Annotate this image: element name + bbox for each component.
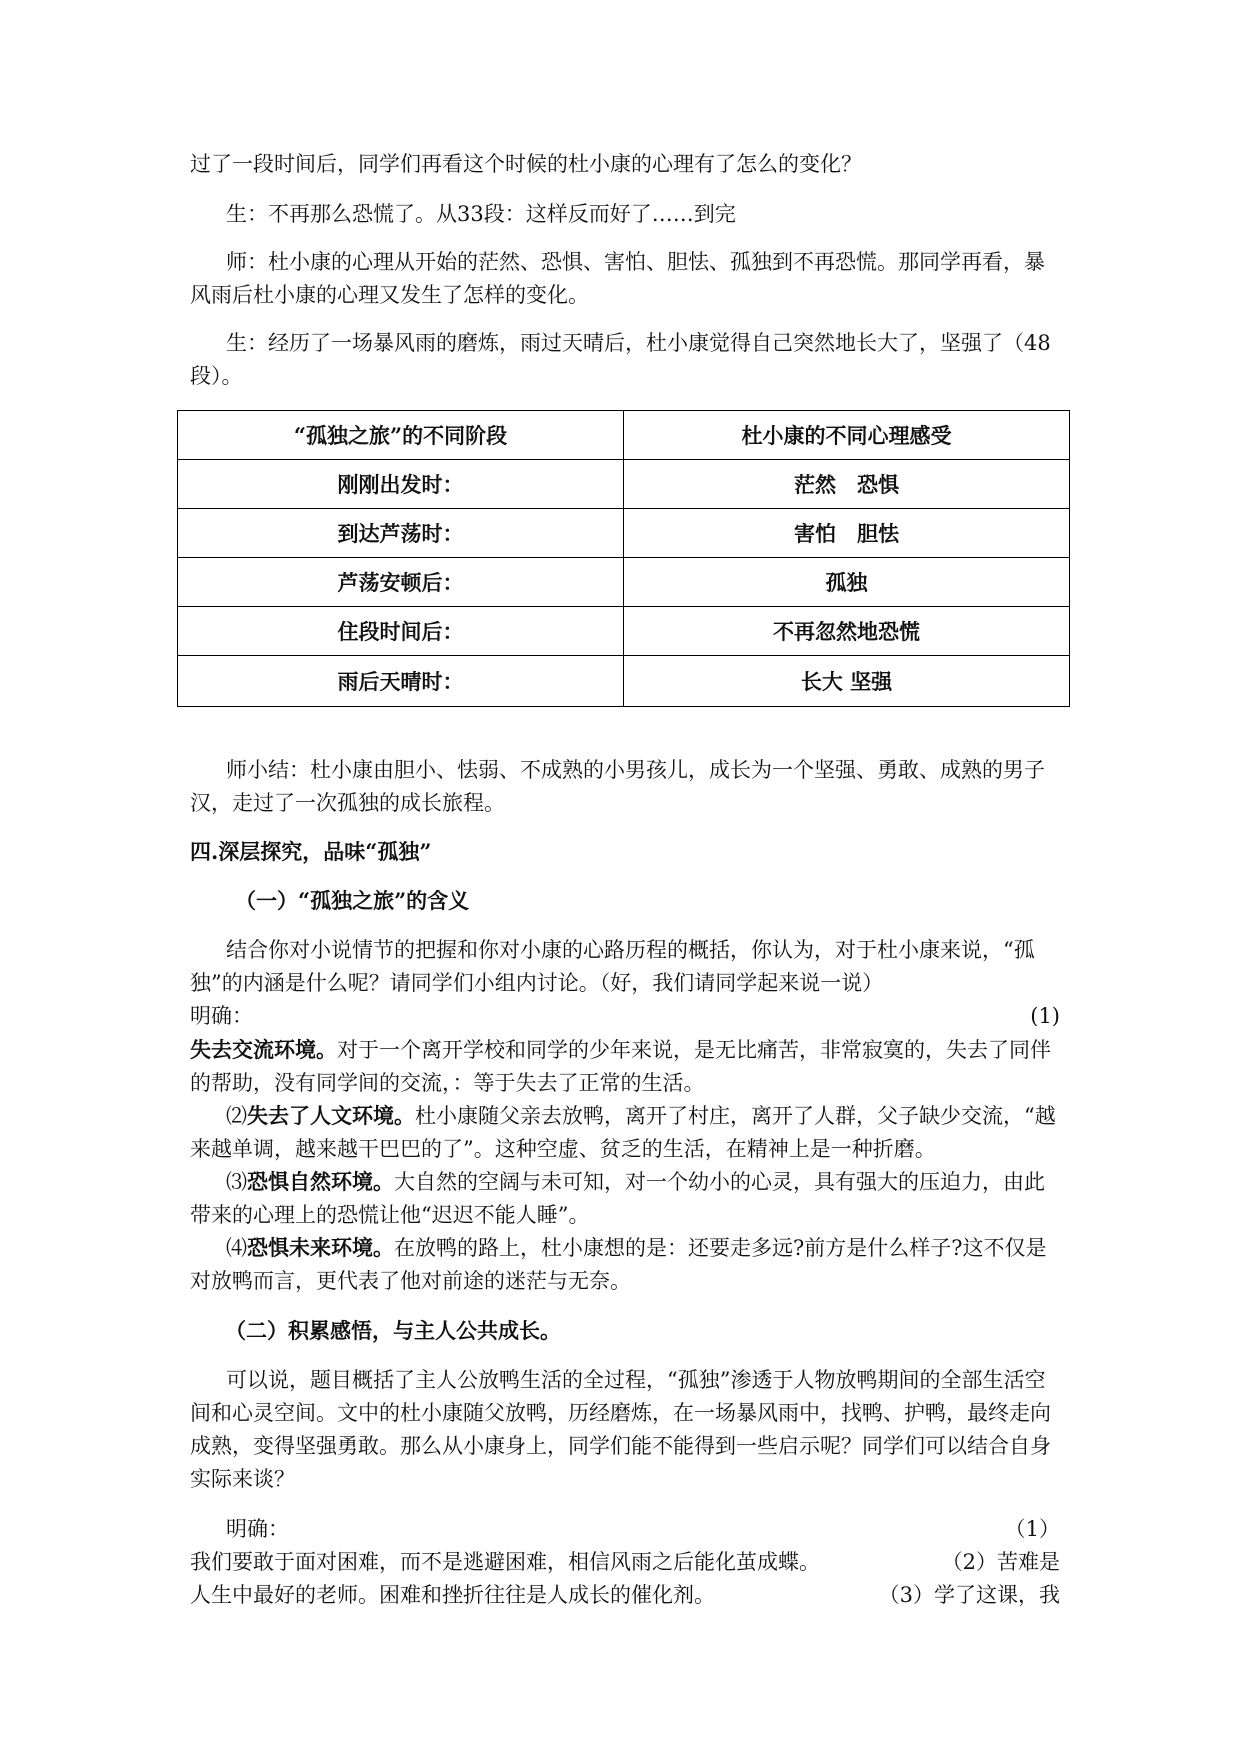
table-header-cell: “孤独之旅”的不同阶段 [178,411,624,460]
answer-text: （3）学了这课，我 [878,1583,1060,1607]
table-row [178,558,1070,607]
answer-line [190,1579,1060,1612]
answer-text: （2）苦难是 [941,1550,1060,1574]
teacher-summary: 师小结：杜小康由胆小、怯弱、不成熟的小男孩儿，成长为一个坚强、勇敢、成熟的男子汉，走过了一次孤独的成长旅程。 [190,758,1045,815]
point-number: ⑶ [226,1170,247,1194]
teacher-remark: 师：杜小康的心理从开始的茫然、恐惧、害怕、胆怯、孤独到不再恐慌。那同学再看，暴风雨后杜小康的心理又发生了怎样的变化。 [190,250,1045,307]
item-number: (1) [1030,1004,1060,1028]
answer-text: 人生中最好的老师。困难和挫折往往是人成长的催化剂。 [190,1583,715,1607]
table-cell: 孤独 [624,558,1070,607]
answer-text: 我们要敢于面对困难，而不是逃避困难，相信风雨之后能化茧成蝶。 [190,1550,820,1574]
table-row [178,509,1070,558]
table-row [178,607,1070,656]
student-answer: 生：经历了一场暴风雨的磨炼，雨过天晴后，杜小康觉得自己突然地长大了，坚强了（48段）。 [190,331,1051,388]
table-cell: 刚刚出发时： [178,460,624,509]
clarify-label: 明确： [226,1517,289,1541]
point-number: ⑵ [226,1104,247,1128]
clarify-line [190,1513,1060,1546]
point-text: 杜小康随父亲去放鸭，离开了村庄，离开了人群，父子缺少交流，“越来越单调，越来越干巴巴的了”。这种空虚、贫乏的生活，在精神上是一种折磨。 [190,1104,1056,1161]
table-row [178,656,1070,707]
table-cell: 害怕 胆怯 [624,509,1070,558]
question-paragraph: 可以说，题目概括了主人公放鸭生活的全过程，“孤独”渗透于人物放鸭期间的全部生活空间和心灵空间。文中的杜小康随父放鸭，历经磨炼，在一场暴风雨中，找鸭、护鸭，最终走向成熟，变得坚强勇敢。那么从小康身上，同学们能不能得到一些启示呢？同学们可以结合自身实际来谈？ [190,1368,1051,1491]
answer-line [190,1546,1060,1579]
table-cell: 茫然 恐惧 [624,460,1070,509]
clarify-label: 明确： [190,1004,253,1028]
point-title: 失去了人文环境。 [247,1103,415,1128]
question-paragraph: 结合你对小说情节的把握和你对小康的心路历程的概括，你认为，对于杜小康来说，“孤独”的内涵是什么呢？请同学们小组内讨论。（好，我们请同学起来说一说） [190,938,1035,995]
point-text: 对于一个离开学校和同学的少年来说，是无比痛苦，非常寂寞的，失去了同伴的帮助，没有同学间的交流，：等于失去了正常的生活。 [190,1038,1051,1095]
table-row [178,460,1070,509]
table-cell: 芦荡安顿后： [178,558,624,607]
point-title: 恐惧自然环境。 [247,1169,394,1194]
item-number: （1） [1004,1517,1060,1541]
point-title: 失去交流环境。 [190,1037,337,1062]
point-number: ⑷ [226,1236,247,1260]
table-header-cell: 杜小康的不同心理感受 [624,411,1070,460]
paragraph: 过了一段时间后，同学们再看这个时候的杜小康的心理有了怎么的变化？ [190,152,862,176]
table-cell: 住段时间后： [178,607,624,656]
clarify-line [190,1000,1060,1033]
table-header-row [178,411,1070,460]
table-cell: 不再忽然地恐慌 [624,607,1070,656]
table-cell: 长大 坚强 [624,656,1070,707]
student-answer: 生：不再那么恐慌了。从33段：这样反而好了……到完 [226,202,736,226]
subsection-heading: （一）“孤独之旅”的含义 [235,888,470,913]
table-cell: 到达芦荡时： [178,509,624,558]
point-2 [190,1099,1060,1166]
section-heading: 四.深层探究，品味“孤独” [190,839,432,864]
point-title: 恐惧未来环境。 [247,1235,394,1260]
point-4 [190,1231,1060,1298]
stages-table [177,410,1070,707]
point-1 [190,1033,1060,1100]
point-3 [190,1165,1060,1232]
subsection-heading: （二）积累感悟，与主人公共成长。 [225,1318,561,1343]
point-text: 在放鸭的路上，杜小康想的是：还要走多远?前方是什么样子?这不仅是对放鸭而言，更代表了他对前途的迷茫与无奈。 [190,1236,1047,1293]
point-text: 大自然的空阔与未可知，对一个幼小的心灵，具有强大的压迫力，由此带来的心理上的恐慌让他“迟迟不能人睡”。 [190,1170,1045,1227]
table-cell: 雨后天晴时： [178,656,624,707]
